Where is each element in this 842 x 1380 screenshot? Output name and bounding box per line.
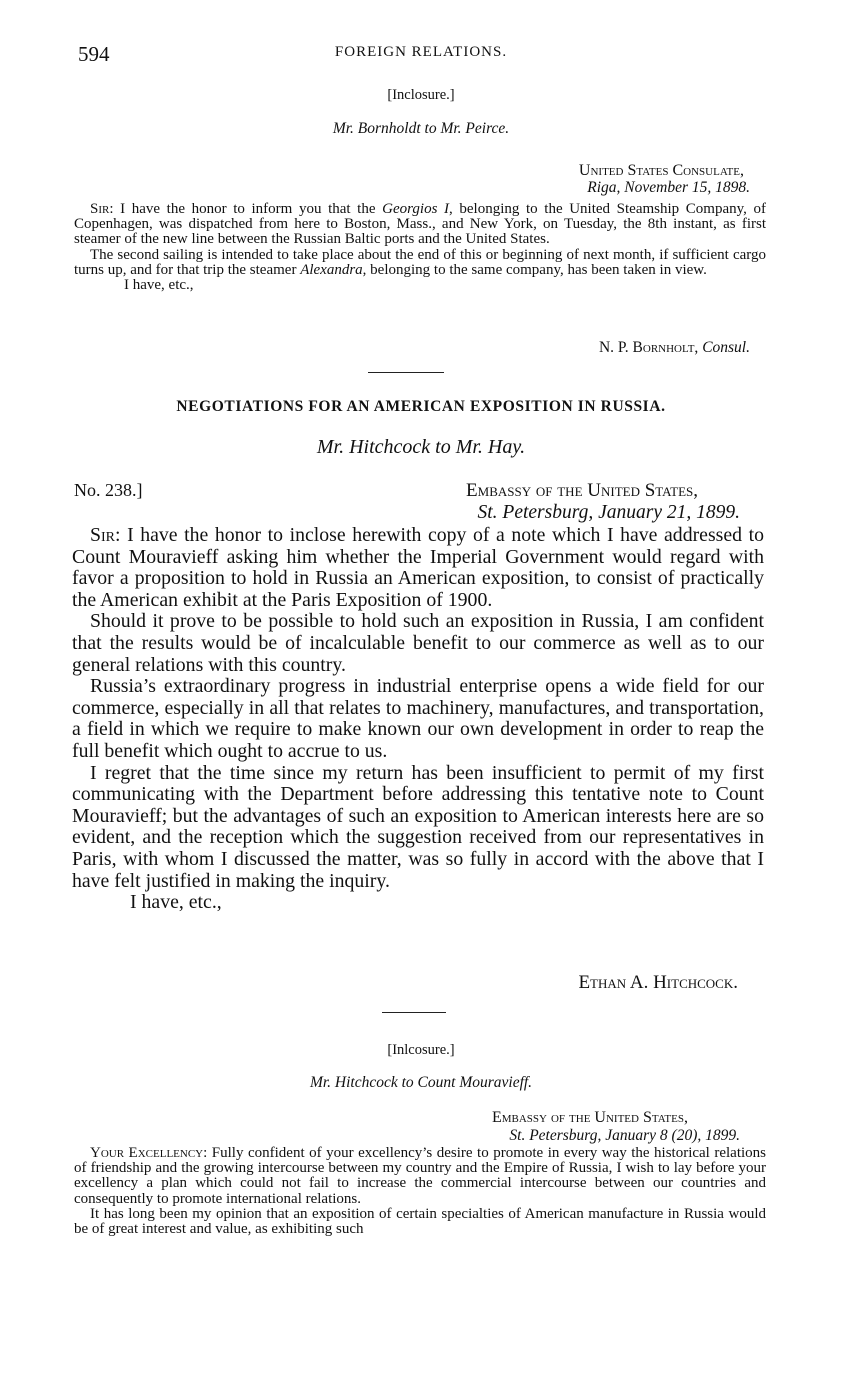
- paragraph: Sir: I have the honor to inform you that the Georgios I, belonging to the United Steamship Company, of Copenhagen, was dispatched from here to Boston, Mass., and New York, on Tuesday, the 8th instant, as first steamer of the new line between the Russian Baltic ports and the United States.: [74, 201, 766, 248]
- inclosure-label: [Inclosure.]: [387, 87, 455, 103]
- signature: N. P. Bornholt, Consul.: [598, 339, 750, 356]
- letter-body: [72, 525, 764, 914]
- paragraph: Should it prove to be possible to hold such an exposition in Russia, I am confident that the results would be of incalculable benefit to our commerce as well as to our general relations with this country.: [72, 610, 764, 676]
- paragraph: Russia’s extraordinary progress in industrial enterprise opens a wide field for our commerce, especially in all that relates to machinery, manufactures, and transportation, a field in which we require to make known our own development in order to reap the full benefit which ought to accrue to us.: [72, 675, 764, 762]
- page-number: 594: [78, 42, 110, 66]
- section-heading: NEGOTIATIONS FOR AN AMERICAN EXPOSITION IN RUSSIA.: [176, 398, 666, 415]
- letter-date: St. Petersburg, January 21, 1899.: [477, 502, 740, 523]
- paragraph: It has long been my opinion that an exposition of certain specialties of American manufacture in Russia would be of great interest and value, as exhibiting such: [74, 1205, 766, 1238]
- paragraph: I regret that the time since my return has been insufficient to permit of my first communicating with the Department before addressing this tentative note to Count Mouravieff; but the advantages of such an exposition to American interests here are so evident, and the reception which the suggestion received from our representatives in Paris, with whom I discussed the matter, was so fully in accord with the above that I have felt justified in making the inquiry.: [72, 761, 764, 892]
- closing: I have, etc.,: [124, 277, 194, 294]
- paragraph: Your Excellency: Fully confident of your excellency’s desire to promote in every way the historical relations of friendship and the growing intercourse between my country and the Empire of Russia, I wish to lay before your excellency a plan which could not fail to increase the commercial intercourse between our countries and consequently to promote international relations.: [74, 1145, 766, 1207]
- paragraph: The second sailing is intended to take place about the end of this or beginning of next month, if sufficient cargo turns up, and for that trip the steamer Alexandra, belonging to the same company, has been taken in view.: [74, 246, 766, 278]
- inclosure-label: [Inlcosure.]: [387, 1042, 455, 1058]
- signature: Ethan A. Hitchcock.: [578, 972, 738, 993]
- letter-date: Riga, November 15, 1898.: [587, 179, 750, 196]
- letter-title: Mr. Hitchcock to Count Mouravieff.: [309, 1074, 533, 1091]
- letter-place: Embassy of the United States,: [466, 480, 698, 501]
- divider: [368, 372, 444, 373]
- letter-title: Mr. Bornholdt to Mr. Peirce.: [332, 120, 510, 137]
- despatch-number: No. 238.]: [74, 480, 143, 500]
- letter-date: St. Petersburg, January 8 (20), 1899.: [509, 1127, 740, 1144]
- letter-body: [74, 1146, 766, 1237]
- closing: I have, etc.,: [130, 891, 222, 914]
- letter-body: [74, 202, 766, 293]
- paragraph: Sir: I have the honor to inclose herewith copy of a note which I have addressed to Count Mouravieff asking him whether the Imperial Government would regard with favor a proposition to hold in Russia an American exposition, to consist of practically the American exhibit at the Paris Exposition of 1900.: [72, 524, 764, 611]
- letter-place: Embassy of the United States,: [491, 1109, 688, 1126]
- running-title: FOREIGN RELATIONS.: [334, 44, 508, 60]
- letter-title: Mr. Hitchcock to Mr. Hay.: [316, 436, 526, 458]
- page-header: [78, 42, 764, 70]
- letter-place: United States Consulate,: [578, 162, 744, 179]
- divider: [382, 1012, 446, 1013]
